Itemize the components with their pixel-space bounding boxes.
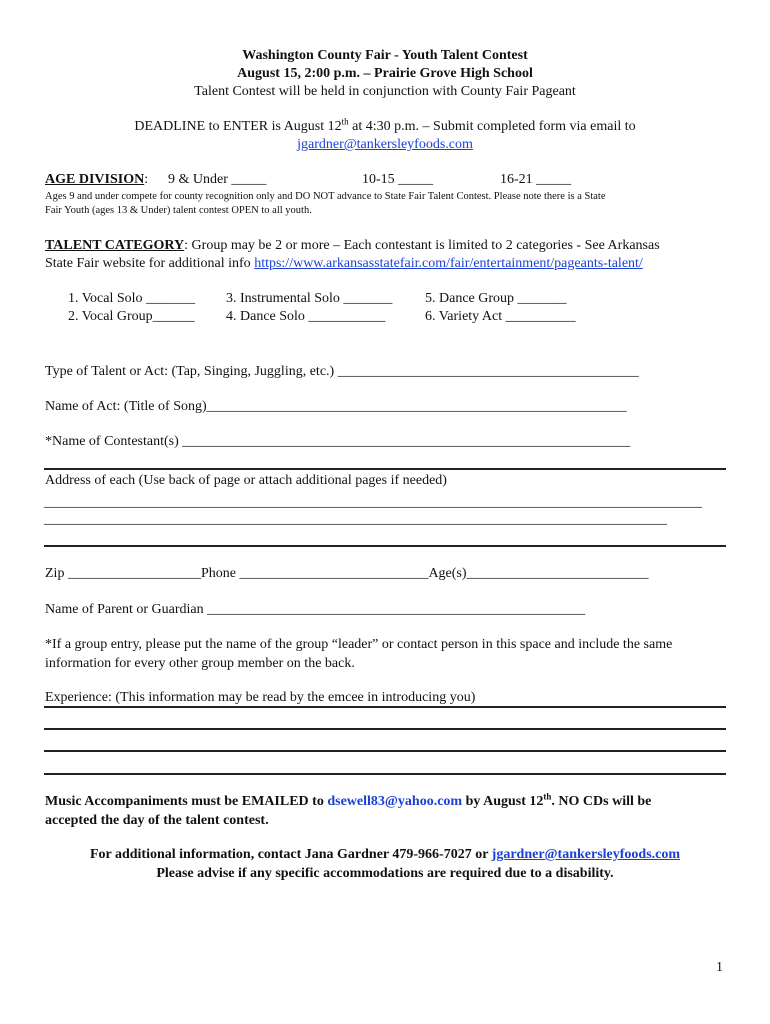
category-vocal-solo[interactable]: 1. Vocal Solo _______ bbox=[68, 291, 196, 306]
age-division-colon: : bbox=[144, 172, 149, 187]
age-option-16-21[interactable]: 16-21 _____ bbox=[500, 172, 572, 187]
music-sup: th bbox=[543, 791, 552, 802]
deadline-email-line bbox=[0, 137, 770, 153]
experience-line-4[interactable] bbox=[44, 773, 726, 775]
deadline-suffix: at 4:30 p.m. – Submit completed form via email to bbox=[348, 119, 636, 134]
deadline-email-link[interactable]: jgardner@tankersleyfoods.com bbox=[297, 137, 473, 152]
category-dance-group[interactable]: 5. Dance Group _______ bbox=[425, 291, 567, 306]
age-option-9-under[interactable]: 9 & Under _____ bbox=[168, 172, 267, 187]
contact-email-link[interactable]: jgardner@tankersleyfoods.com bbox=[491, 847, 681, 862]
category-instrumental-solo[interactable]: 3. Instrumental Solo _______ bbox=[226, 291, 393, 306]
category-variety-act[interactable]: 6. Variety Act __________ bbox=[425, 309, 576, 324]
accommodations-note: Please advise if any specific accommodations are required due to a disability. bbox=[156, 866, 614, 881]
experience-line-2[interactable] bbox=[44, 728, 726, 730]
age-option-10-15[interactable]: 10-15 _____ bbox=[362, 172, 434, 187]
music-mid: by August 12 bbox=[462, 794, 544, 809]
talent-category-desc: : Group may be 2 or more – Each contestant is limited to 2 categories - See Arkansas bbox=[184, 238, 660, 253]
talent-category-heading: TALENT CATEGORY bbox=[45, 238, 185, 253]
music-suffix: . NO CDs will be bbox=[551, 794, 652, 809]
talent-category-info: State Fair website for additional info bbox=[45, 256, 255, 271]
address-line-1[interactable]: ______________________________________________________________________________________________ bbox=[44, 495, 702, 510]
deadline-line bbox=[0, 116, 770, 135]
type-of-talent-field[interactable]: Type of Talent or Act: (Tap, Singing, Juggling, etc.) ___________________________________________ bbox=[45, 364, 639, 379]
experience-line-3[interactable] bbox=[44, 750, 726, 752]
parent-guardian-field[interactable]: Name of Parent or Guardian ______________________________________________________ bbox=[45, 602, 586, 617]
divider-line bbox=[44, 468, 726, 470]
address-rule bbox=[44, 545, 726, 547]
event-subtitle: Talent Contest will be held in conjunction with County Fair Pageant bbox=[194, 84, 576, 99]
contestant-name-field[interactable]: *Name of Contestant(s) ________________________________________________________________ bbox=[45, 434, 631, 449]
contact-prefix: For additional information, contact Jana Gardner 479-966-7027 or bbox=[89, 847, 492, 862]
music-email-link[interactable]: dsewell83@yahoo.com bbox=[327, 794, 463, 809]
age-division-heading: AGE DIVISION bbox=[45, 172, 145, 187]
name-of-act-field[interactable]: Name of Act: (Title of Song)____________________________________________________________ bbox=[45, 399, 627, 414]
music-line1 bbox=[45, 791, 652, 810]
deadline-prefix: DEADLINE to ENTER is August 12 bbox=[134, 119, 342, 134]
category-vocal-group[interactable]: 2. Vocal Group______ bbox=[68, 309, 195, 324]
experience-line-1[interactable] bbox=[44, 706, 726, 708]
age-note-line1: Ages 9 and under compete for county recognition only and DO NOT advance to State Fair Talent Contest. Please note there is a State bbox=[45, 191, 606, 202]
talent-category-line2 bbox=[45, 256, 643, 272]
talent-category-line1 bbox=[45, 238, 660, 254]
music-prefix: Music Accompaniments must be EMAILED to bbox=[45, 794, 328, 809]
age-note-line2: Fair Youth (ages 13 & Under) talent contest OPEN to all youth. bbox=[45, 205, 312, 216]
zip-phone-age-field[interactable]: Zip ___________________Phone ___________________________Age(s)__________________________ bbox=[45, 566, 649, 581]
event-date-line: August 15, 2:00 p.m. – Prairie Grove High School bbox=[237, 66, 533, 81]
contact-line1 bbox=[0, 847, 770, 863]
address-line-2[interactable]: _________________________________________________________________________________________ bbox=[44, 512, 667, 527]
page-number: 1 bbox=[716, 960, 723, 975]
group-note-line1: *If a group entry, please put the name of the group “leader” or contact person in this space and include the same bbox=[45, 637, 673, 652]
age-division-label bbox=[45, 172, 148, 188]
experience-label: Experience: (This information may be read by the emcee in introducing you) bbox=[45, 690, 476, 705]
music-line2: accepted the day of the talent contest. bbox=[45, 813, 269, 828]
form-title: Washington County Fair - Youth Talent Contest bbox=[242, 48, 528, 63]
address-label: Address of each (Use back of page or attach additional pages if needed) bbox=[45, 473, 447, 488]
deadline-sup: th bbox=[341, 116, 349, 127]
group-note-line2: information for every other group member on the back. bbox=[45, 656, 355, 671]
category-dance-solo[interactable]: 4. Dance Solo ___________ bbox=[226, 309, 386, 324]
state-fair-link[interactable]: https://www.arkansasstatefair.com/fair/entertainment/pageants-talent/ bbox=[254, 256, 643, 271]
